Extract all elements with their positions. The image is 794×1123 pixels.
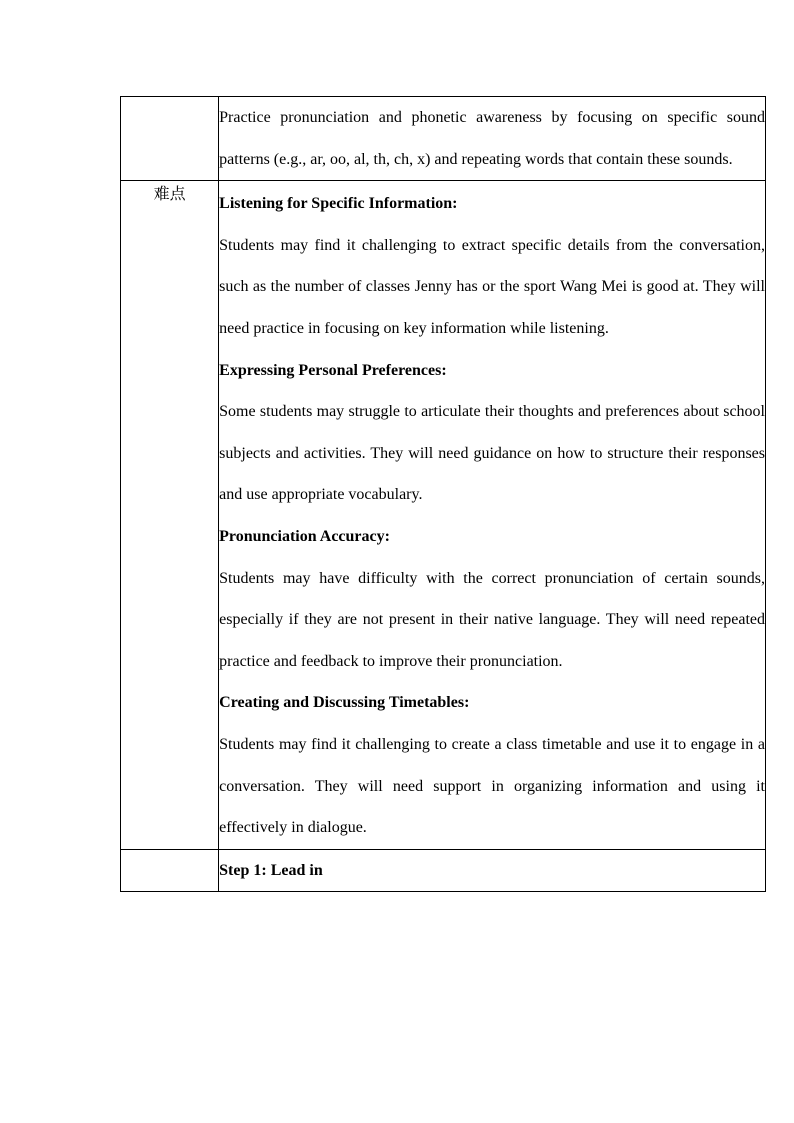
paragraph: Students may have difficulty with the correct pronunciation of certain sounds, especially if they are not present in their native language. They will need repeated practice and feedback to improve their pronunciation. xyxy=(219,569,765,670)
heading-timetables: Creating and Discussing Timetables: xyxy=(219,694,470,712)
heading-pronunciation: Pronunciation Accuracy: xyxy=(219,527,390,545)
paragraph: Practice pronunciation and phonetic awareness by focusing on specific sound patterns (e.g., ar, oo, al, th, ch, x) and repeating words that contain these sounds. xyxy=(219,109,765,168)
heading-listening: Listening for Specific Information: xyxy=(219,195,458,213)
row-content xyxy=(219,181,766,850)
paragraph: Students may find it challenging to create a class timetable and use it to engage in a conversation. They will need support in organizing information and using it effectively in dialogue. xyxy=(219,735,765,837)
row-label-difficulties: 难点 xyxy=(121,181,219,850)
row-content xyxy=(219,849,766,892)
paragraph: Students may find it challenging to extract specific details from the conversation, such as the number of classes Jenny has or the sport Wang Mei is good at. They will need practice in focusing on key information while listening. xyxy=(219,236,765,337)
row-label xyxy=(121,849,219,892)
heading-preferences: Expressing Personal Preferences: xyxy=(219,361,447,379)
table-row xyxy=(121,849,766,892)
lesson-plan-table xyxy=(120,96,766,892)
table-row xyxy=(121,181,766,850)
step-heading: Step 1: Lead in xyxy=(219,861,323,879)
paragraph: Some students may struggle to articulate their thoughts and preferences about school subjects and activities. They will need guidance on how to structure their responses and use appropriate vocabulary. xyxy=(219,403,765,504)
row-content xyxy=(219,97,766,181)
row-label xyxy=(121,97,219,181)
table-row xyxy=(121,97,766,181)
